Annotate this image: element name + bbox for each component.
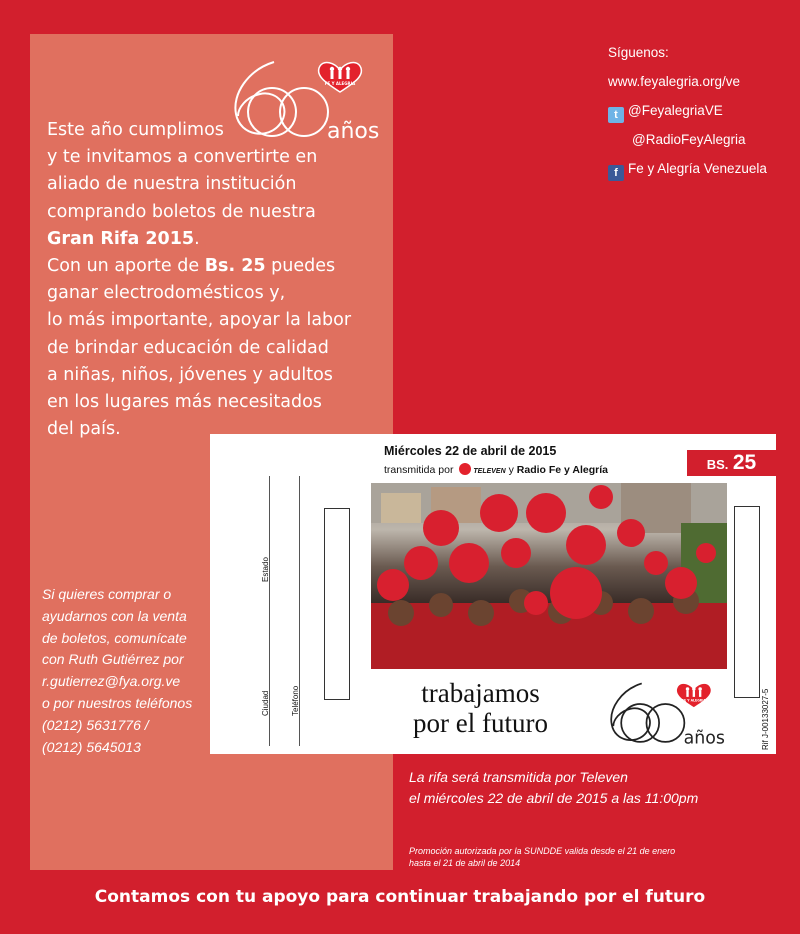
ticket-broadcast-line [384, 463, 608, 476]
promo-line: hasta el 21 de abril de 2014 [409, 858, 521, 868]
intro-line [47, 226, 387, 253]
stub-number-box [324, 508, 350, 700]
students-balloons-photo [371, 483, 727, 669]
promo-disclaimer [409, 845, 675, 869]
intro-line: y te invitamos a convertirte en [47, 147, 318, 168]
broadcast-line: La rifa será transmitida por Televen [409, 769, 628, 785]
broadcast-line: el miércoles 22 de abril de 2015 a las 11:00pm [409, 790, 699, 806]
twitter-link-feyalegria[interactable] [608, 96, 767, 125]
intro-line: de brindar educación de calidad [47, 337, 329, 358]
social-links [608, 38, 767, 183]
twitter-handle: @RadioFeyAlegria [632, 132, 746, 147]
contact-line: ayudarnos con la venta [42, 607, 187, 624]
raffle-name: Gran Rifa 2015 [47, 228, 195, 249]
televen-logo-text: TELEVEN [473, 468, 506, 475]
logo-heart-text: FE Y ALEGRIA [324, 81, 356, 86]
ticket-ref-number: Rif J-00133027-5 [761, 688, 770, 750]
ticket-slogan [413, 678, 548, 738]
contact-phone[interactable]: (0212) 5631776 / [42, 716, 149, 733]
price-currency: BS. [706, 457, 729, 472]
logo-years-word: años [327, 119, 380, 144]
facebook-link[interactable] [608, 154, 767, 183]
label-ciudad: Ciudad [261, 690, 270, 716]
price-value: 25 [732, 451, 757, 474]
intro-line: aliado de nuestra institución [47, 174, 297, 195]
intro-line: ganar electrodomésticos y, [47, 283, 286, 304]
intro-line [47, 253, 387, 280]
intro-text-part: puedes [265, 256, 336, 277]
twitter-icon: t [608, 107, 624, 123]
website-link[interactable]: www.feyalegria.org/ve [608, 74, 741, 89]
slogan-line: trabajamos [421, 678, 540, 708]
twitter-handle: @FeyalegriaVE [628, 103, 723, 118]
ticket-number-box [734, 506, 760, 698]
ticket-anniversary-logo [602, 674, 732, 749]
contact-email[interactable]: r.gutierrez@fya.org.ve [42, 673, 181, 690]
contact-line: con Ruth Gutiérrez por [42, 651, 184, 668]
ticket-logo-years-word: años [683, 728, 725, 749]
label-estado: Estado [261, 557, 270, 582]
contact-phone[interactable]: (0212) 5645013 [42, 738, 141, 755]
ticket-radio: Radio Fe y Alegría [516, 464, 608, 476]
intro-punct: . [194, 228, 200, 249]
contact-line: Si quieres comprar o [42, 586, 172, 602]
facebook-page: Fe y Alegría Venezuela [628, 161, 767, 176]
raffle-ticket [210, 434, 776, 754]
promo-line: Promoción autorizada por la SUNDDE valida desde el 21 de enero [409, 846, 676, 856]
intro-line: a niñas, niños, jóvenes y adultos [47, 364, 333, 385]
intro-line: Este año cumplimos [47, 120, 224, 140]
intro-line: del país. [47, 419, 121, 440]
broadcast-info [409, 767, 698, 809]
contact-line: o por nuestros teléfonos [42, 694, 193, 711]
ticket-price-badge [687, 450, 776, 476]
televen-logo-icon [459, 463, 471, 475]
footer-slogan: Contamos con tu apoyo para continuar trabajando por el futuro [94, 887, 706, 907]
slogan-line: por el futuro [413, 708, 548, 738]
contact-line: de boletos, comunícate [42, 629, 187, 646]
intro-line: en los lugares más necesitados [47, 392, 322, 413]
intro-text [47, 117, 387, 443]
twitter-link-radio[interactable] [608, 125, 767, 154]
ticket-and: y [508, 464, 514, 476]
label-telefono: Teléfono [291, 685, 300, 716]
ticket-date: Miércoles 22 de abril de 2015 [384, 444, 557, 458]
intro-line: comprando boletos de nuestra [47, 201, 316, 222]
contribution-amount: Bs. 25 [204, 256, 266, 277]
social-heading: Síguenos: [608, 45, 669, 60]
facebook-icon: f [608, 165, 624, 181]
ticket-transmitted-by: transmitida por [384, 464, 454, 476]
intro-line: lo más importante, apoyar la labor [47, 310, 352, 331]
ticket-logo-heart-text: FE Y ALEGRIA [681, 698, 706, 703]
intro-text-part: Con un aporte de [47, 256, 205, 277]
